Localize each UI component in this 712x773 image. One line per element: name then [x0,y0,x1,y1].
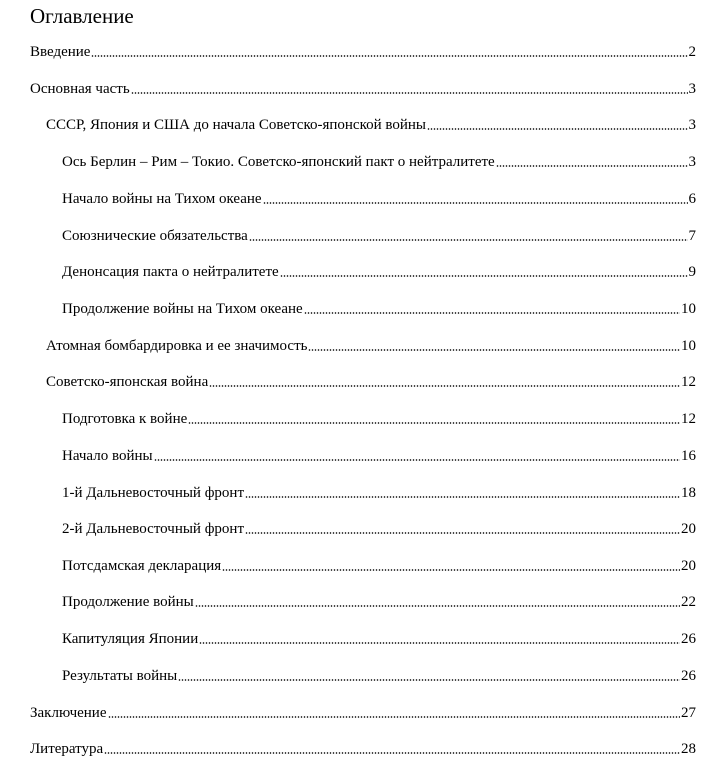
toc-entry-page: 3 [688,117,696,133]
toc-entry-label: Союзнические обязательства [62,228,248,244]
toc-entry-page: 20 [681,521,696,537]
toc-entry-page: 3 [688,154,696,170]
dot-leader [304,312,680,314]
toc-entry-label: Денонсация пакта о нейтралитете [62,264,279,280]
toc-entry-page: 26 [681,631,696,647]
toc-entry-label: 1-й Дальневосточный фронт [62,485,245,501]
toc-entry-pact-denunciation[interactable] [62,262,696,282]
toc-entry-page: 27 [681,705,696,721]
dot-leader [199,642,680,644]
dot-leader [195,605,680,607]
dot-leader [154,459,680,461]
toc-entry-label: Атомная бомбардировка и ее значимость [46,338,308,354]
toc-entry-page: 9 [688,264,696,280]
toc-entry-label: 2-й Дальневосточный фронт [62,521,245,537]
toc-entry-page: 12 [681,411,696,427]
toc-title: Оглавление [30,4,134,28]
toc-entry-label: Продолжение войны [62,594,194,610]
dot-leader [249,239,688,241]
toc-entry-ussr-japan-usa[interactable] [46,115,696,135]
toc-entry-page: 2 [688,44,696,60]
toc-entry-war-continuation[interactable] [62,592,696,612]
dot-leader [104,752,680,754]
toc-entry-war-results[interactable] [62,666,696,686]
dot-leader [131,92,688,94]
dot-leader [178,679,680,681]
dot-leader [245,496,680,498]
toc-entry-atomic-bombing[interactable] [46,336,696,356]
dot-leader [209,385,680,387]
toc-entry-literature[interactable] [30,739,696,759]
toc-entry-page: 28 [681,741,696,757]
toc-entry-page: 22 [681,594,696,610]
toc-entry-label: Потсдамская декларация [62,558,222,574]
toc-entry-label: Введение [30,44,91,60]
toc-entry-war-preparation[interactable] [62,409,696,429]
dot-leader [188,422,680,424]
toc-entry-label: СССР, Япония и США до начала Советско-японской войны [46,117,427,133]
dot-leader [308,349,680,351]
dot-leader [496,165,688,167]
dot-leader [263,202,688,204]
toc-entry-label: Результаты войны [62,668,178,684]
toc-entry-page: 10 [681,301,696,317]
toc-entry-page: 3 [688,81,696,97]
toc-entry-label: Подготовка к войне [62,411,188,427]
toc-entry-label: Продолжение войны на Тихом океане [62,301,303,317]
toc-entry-page: 20 [681,558,696,574]
dot-leader [245,532,680,534]
toc-entry-second-far-east-front[interactable] [62,519,696,539]
toc-entry-allied-obligations[interactable] [62,226,696,246]
toc-entry-label: Начало войны на Тихом океане [62,191,262,207]
toc-entry-soviet-japanese-war[interactable] [46,372,696,392]
toc-entry-main-part[interactable] [30,79,696,99]
toc-entry-japan-surrender[interactable] [62,629,696,649]
dot-leader [280,275,688,277]
dot-leader [91,55,687,57]
toc-entry-label: Начало войны [62,448,153,464]
toc-entry-label: Ось Берлин – Рим – Токио. Советско-японский пакт о нейтралитете [62,154,495,170]
dot-leader [427,128,687,130]
toc-entry-pacific-war-continuation[interactable] [62,299,696,319]
toc-entry-label: Советско-японская война [46,374,209,390]
toc-entry-page: 6 [688,191,696,207]
toc-entry-axis-pact[interactable] [62,152,696,172]
dot-leader [108,716,681,718]
toc-entry-war-start[interactable] [62,446,696,466]
toc-entry-first-far-east-front[interactable] [62,483,696,503]
toc-entry-page: 7 [688,228,696,244]
toc-entry-label: Литература [30,741,104,757]
toc-entry-page: 10 [681,338,696,354]
toc-entry-label: Капитуляция Японии [62,631,199,647]
toc-entry-introduction[interactable] [30,42,696,62]
dot-leader [222,569,680,571]
toc-entry-page: 16 [681,448,696,464]
toc-entry-label: Основная часть [30,81,130,97]
toc-entry-potsdam-declaration[interactable] [62,556,696,576]
toc-entry-conclusion[interactable] [30,703,696,723]
toc-entry-pacific-war-start[interactable] [62,189,696,209]
toc-entry-page: 12 [681,374,696,390]
toc-entry-page: 26 [681,668,696,684]
toc-entry-page: 18 [681,485,696,501]
toc-entry-label: Заключение [30,705,107,721]
